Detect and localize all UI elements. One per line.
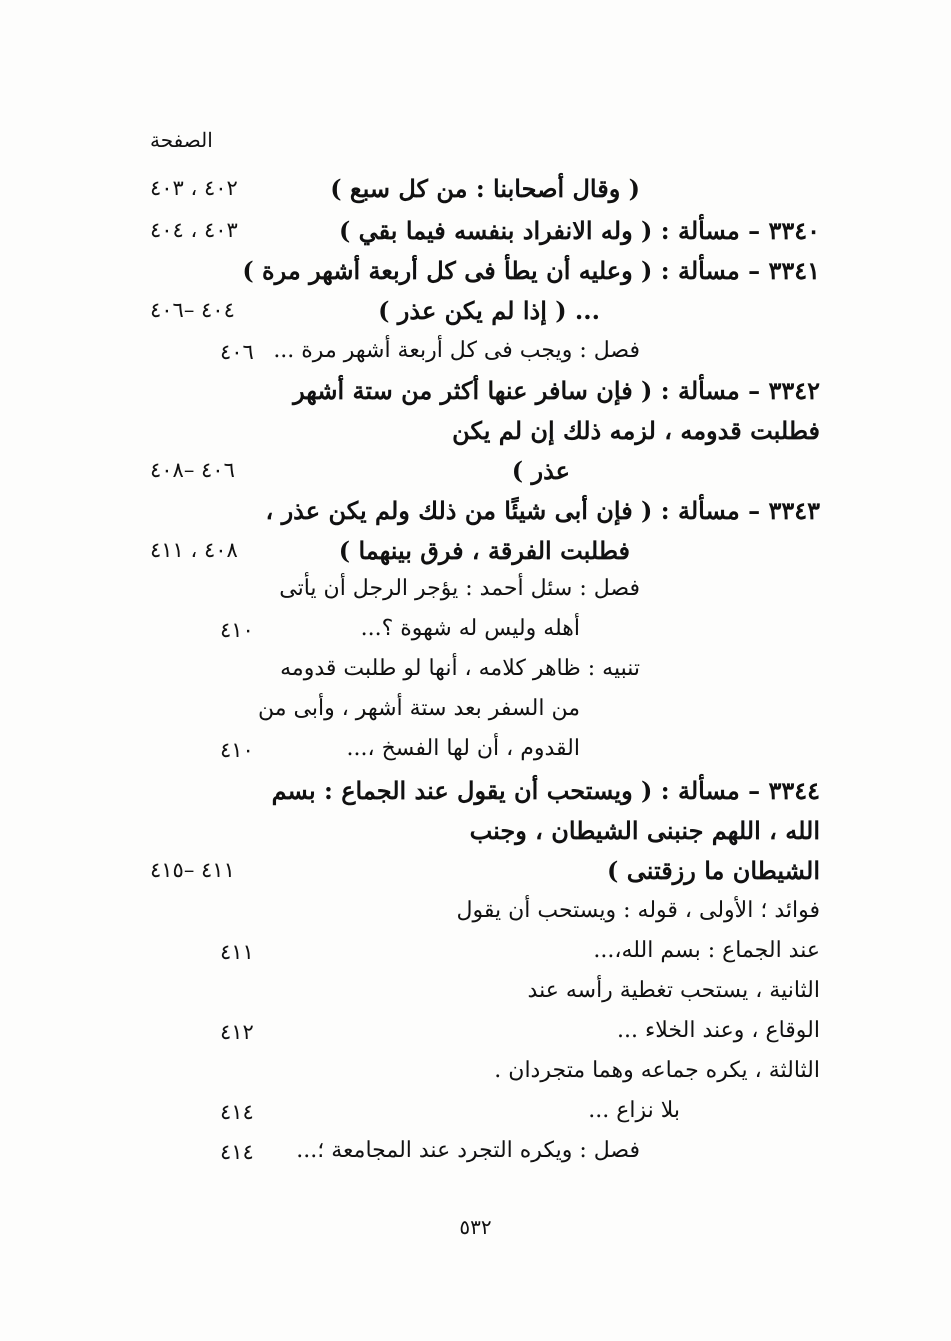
entry-page-refs: ٤٠٦ bbox=[220, 340, 254, 364]
entry-text: فوائد ؛ الأولى ، قوله : ويستحب أن يقول bbox=[456, 898, 820, 923]
index-entry bbox=[140, 532, 820, 570]
index-entry bbox=[140, 1134, 820, 1172]
index-entry bbox=[140, 1054, 820, 1092]
entry-page-refs: ٤٠٨ ، ٤١١ bbox=[150, 538, 238, 562]
entry-text: أهله وليس له شهوة ؟... bbox=[360, 616, 580, 641]
entry-text: فصل : ويكره التجرد عند المجامعة ؛... bbox=[296, 1138, 640, 1163]
entry-text: الثانية ، يستحب تغطية رأسه عند bbox=[527, 978, 820, 1003]
entry-text: فطلبت الفرقة ، فرق بينهما ) bbox=[338, 536, 630, 565]
index-entry bbox=[140, 412, 820, 450]
page-number: ٥٣٢ bbox=[459, 1215, 492, 1239]
entry-text: ٣٣٤٣ – مسألة : ( فإن أبى شيئًا من ذلك ولم يكن عذر ، bbox=[265, 496, 820, 525]
index-entry bbox=[140, 974, 820, 1012]
entry-page-refs: ٤١٤ bbox=[220, 1100, 254, 1124]
entry-text: عند الجماع : بسم الله،... bbox=[593, 938, 820, 963]
index-entry bbox=[140, 692, 820, 730]
index-entry bbox=[140, 170, 820, 208]
index-entry bbox=[140, 252, 820, 290]
entry-text: القدوم ، أن لها الفسخ ،... bbox=[346, 736, 580, 761]
entry-text: ٣٣٤٢ – مسألة : ( فإن سافر عنها أكثر من ستة أشهر bbox=[293, 376, 820, 405]
entry-text: ٣٣٤٠ – مسألة : ( وله الانفراد بنفسه فيما بقي ) bbox=[338, 216, 820, 245]
entry-text: الوقاع ، وعند الخلاء ... bbox=[616, 1018, 820, 1043]
entry-text: عذر ) bbox=[511, 456, 570, 485]
index-entry bbox=[140, 492, 820, 530]
index-entry bbox=[140, 372, 820, 410]
entry-page-refs: ٤١١ –٤١٥ bbox=[150, 858, 235, 882]
entry-page-refs: ٤١٠ bbox=[220, 618, 254, 642]
entry-page-refs: ٤١٤ bbox=[220, 1140, 254, 1164]
entry-page-refs: ٤١٠ bbox=[220, 738, 254, 762]
entry-page-refs: ٤٠٤ –٤٠٦ bbox=[150, 298, 235, 322]
index-entry bbox=[140, 334, 820, 372]
entry-page-refs: ٤٠٦ –٤٠٨ bbox=[150, 458, 235, 482]
entry-page-refs: ٤٠٣ ، ٤٠٤ bbox=[150, 218, 238, 242]
index-entry bbox=[140, 652, 820, 690]
entry-text: فطلبت قدومه ، لزمه ذلك إن لم يكن bbox=[452, 416, 820, 445]
index-entry bbox=[140, 934, 820, 972]
entry-page-refs: ٤١١ bbox=[220, 940, 254, 964]
index-entry bbox=[140, 292, 820, 330]
index-entry bbox=[140, 572, 820, 610]
index-entry bbox=[140, 212, 820, 250]
entry-text: ( وقال أصحابنا : من كل سبع ) bbox=[330, 174, 640, 203]
entry-text: فصل : ويجب فى كل أربعة أشهر مرة ... bbox=[273, 338, 640, 363]
entry-text: بلا نزاع ... bbox=[588, 1098, 680, 1123]
page-column-header: الصفحة bbox=[150, 128, 213, 152]
entry-text: ٣٣٤٤ – مسألة : ( ويستحب أن يقول عند الجماع : بسم bbox=[271, 776, 820, 805]
entry-text: من السفر بعد ستة أشهر ، وأبى من bbox=[258, 696, 580, 721]
index-entry bbox=[140, 612, 820, 650]
index-entry bbox=[140, 452, 820, 490]
index-entry bbox=[140, 812, 820, 850]
index-entry bbox=[140, 772, 820, 810]
entry-page-refs: ٤٠٢ ، ٤٠٣ bbox=[150, 176, 238, 200]
index-entry bbox=[140, 732, 820, 770]
entry-text: الثالثة ، يكره جماعه وهما متجردان . bbox=[494, 1058, 820, 1083]
index-entry bbox=[140, 894, 820, 932]
entry-text: الله ، اللهم جنبنى الشيطان ، وجنب bbox=[469, 816, 820, 845]
entry-text: الشيطان ما رزقتنى ) bbox=[607, 856, 820, 885]
entry-text: فصل : سئل أحمد : يؤجر الرجل أن يأتى bbox=[279, 576, 640, 601]
index-entry bbox=[140, 852, 820, 890]
index-entry bbox=[140, 1014, 820, 1052]
entry-text: ... ( إذا لم يكن عذر ) bbox=[378, 296, 600, 325]
entry-text: تنبيه : ظاهر كلامه ، أنها لو طلبت قدومه bbox=[280, 656, 640, 681]
entry-text: ٣٣٤١ – مسألة : ( وعليه أن يطأ فى كل أربعة أشهر مرة ) bbox=[242, 256, 820, 285]
entry-page-refs: ٤١٢ bbox=[220, 1020, 254, 1044]
index-entry bbox=[140, 1094, 820, 1132]
